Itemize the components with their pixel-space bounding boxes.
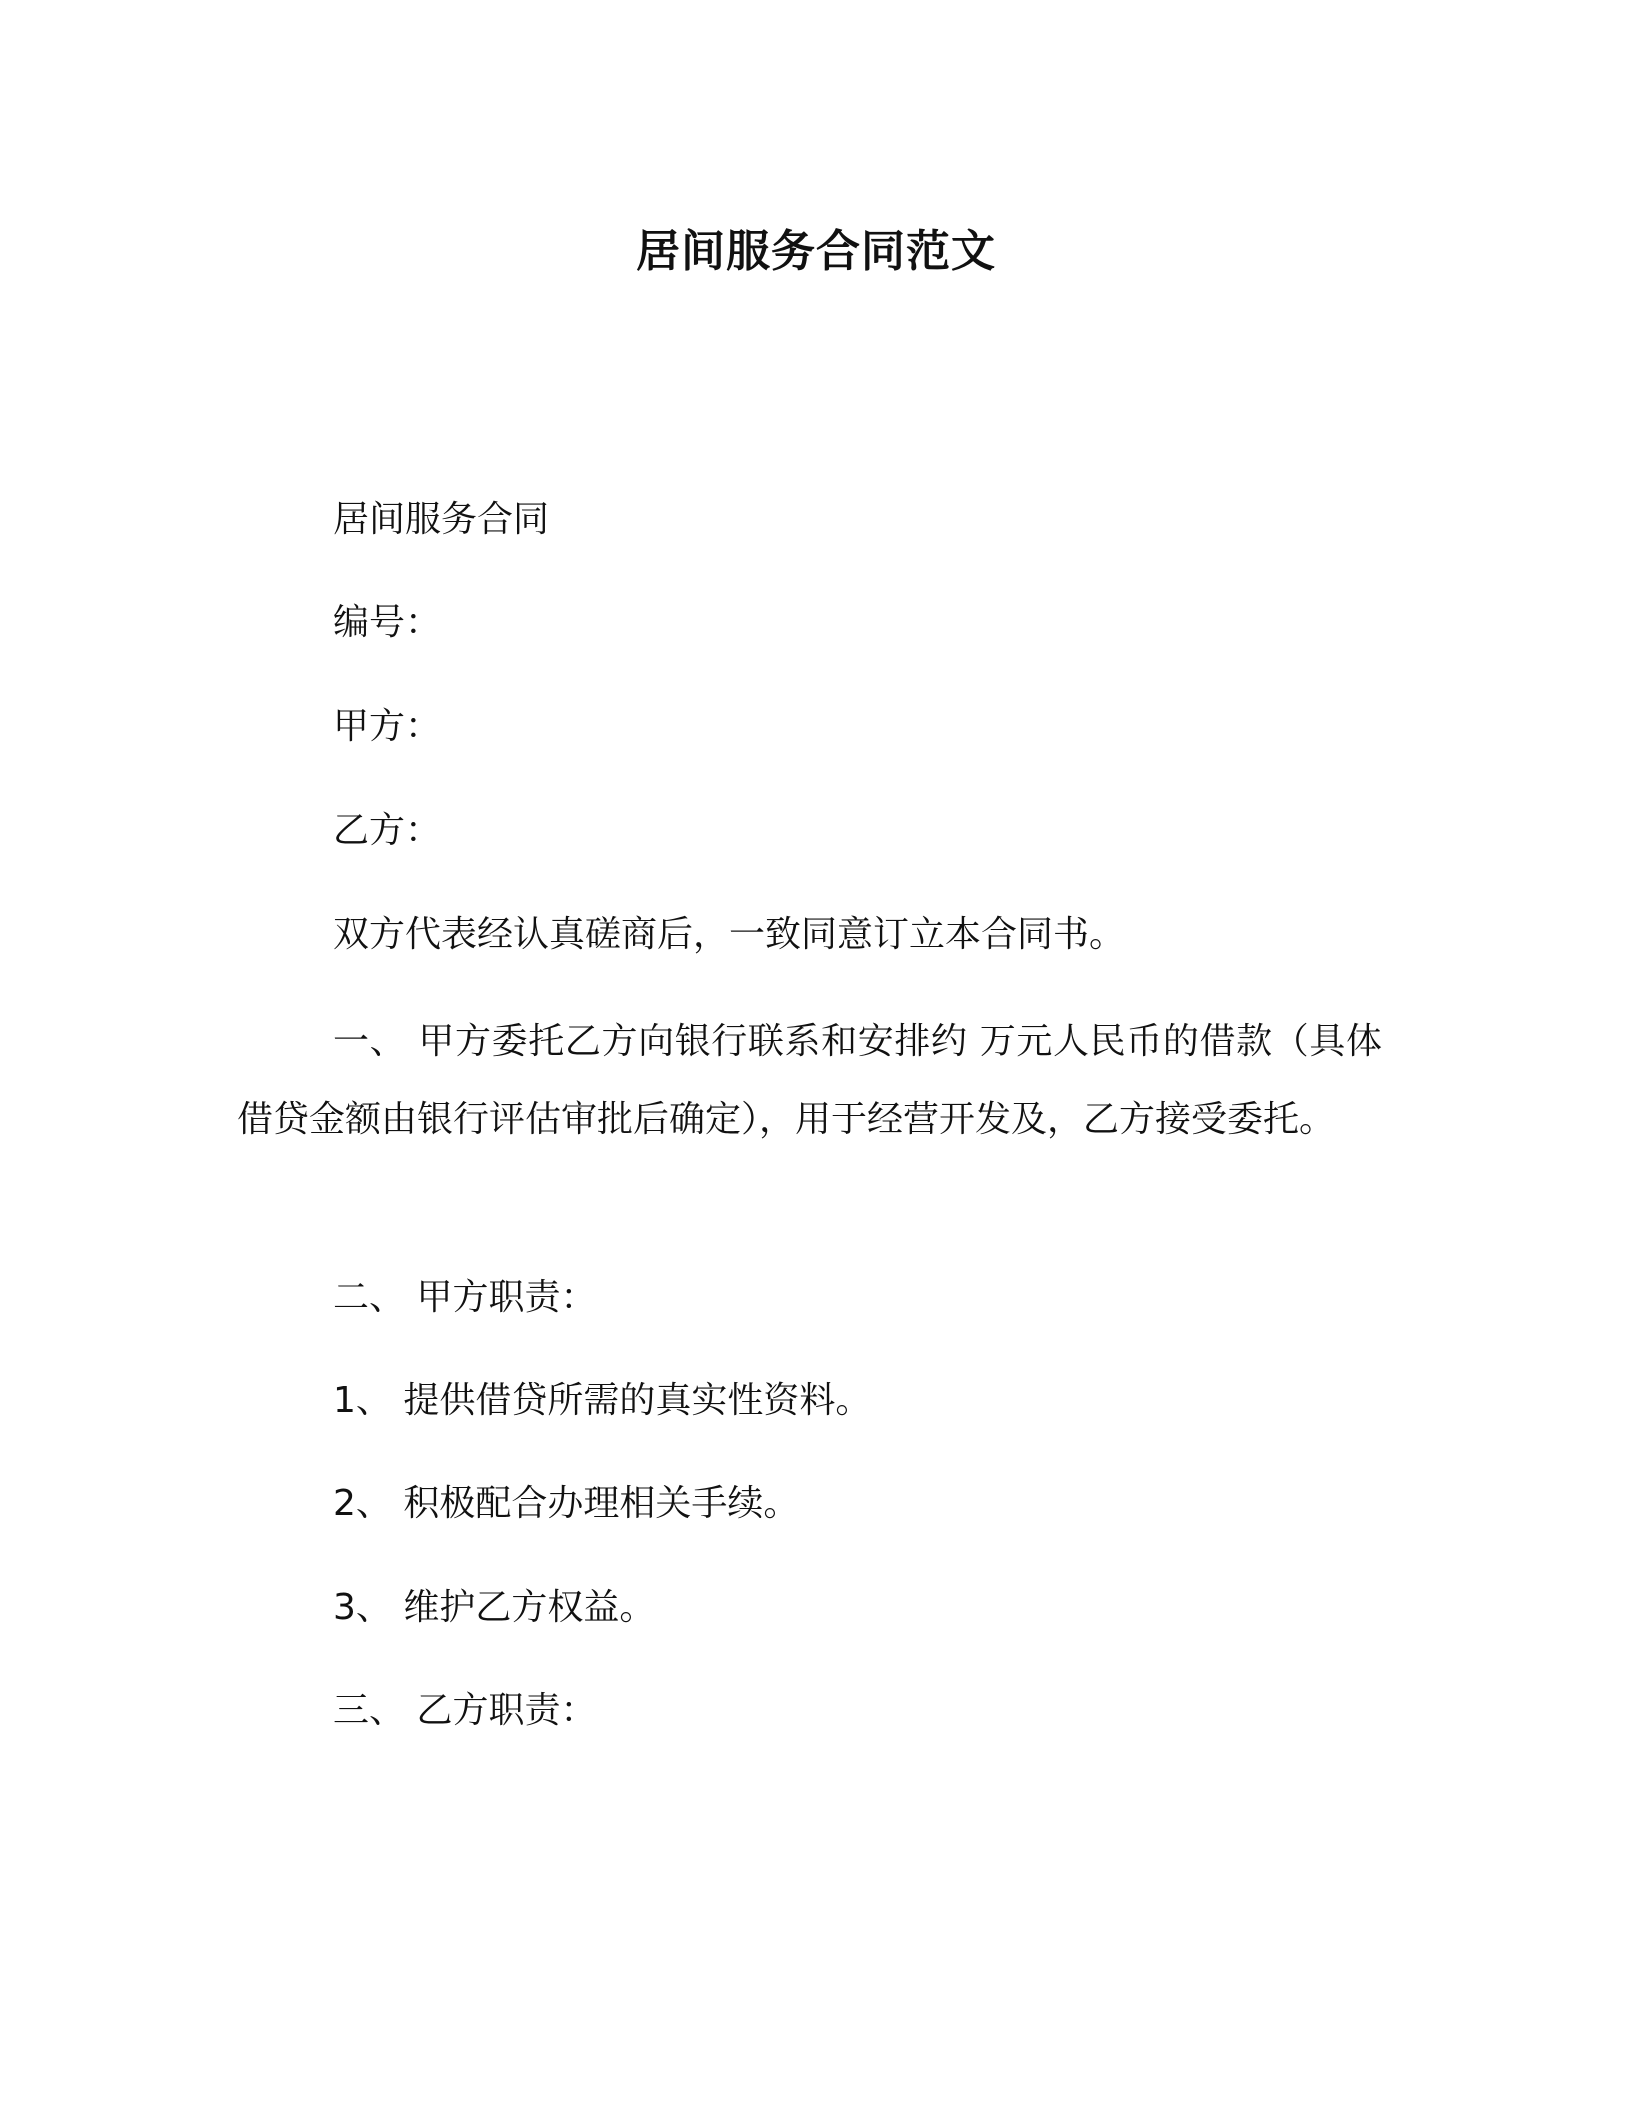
party-a-duty-item-1: 1、 提供借贷所需的真实性资料。 [333, 1380, 872, 1421]
party-a-duty-item-2: 2、 积极配合办理相关手续。 [333, 1483, 800, 1524]
party-b-label: 乙方： [333, 810, 442, 851]
clause-1-paragraph: 一、 甲方委托乙方向银行联系和安排约 万元人民币的借款（具体借贷金额由银行评估审批后确定），用于经营开发及，乙方接受委托。 [237, 1021, 1382, 1140]
party-a-duty-item-3: 3、 维护乙方权益。 [333, 1587, 656, 1628]
contract-number-label: 编号： [333, 602, 442, 643]
clause-2-heading: 二、 甲方职责： [333, 1277, 597, 1318]
party-a-label: 甲方： [333, 706, 442, 747]
document-title: 居间服务合同范文 [636, 226, 996, 277]
contract-heading: 居间服务合同 [333, 499, 550, 540]
clause-3-heading: 三、 乙方职责： [333, 1690, 597, 1731]
agreement-sentence: 双方代表经认真磋商后，一致同意订立本合同书。 [333, 914, 1126, 955]
